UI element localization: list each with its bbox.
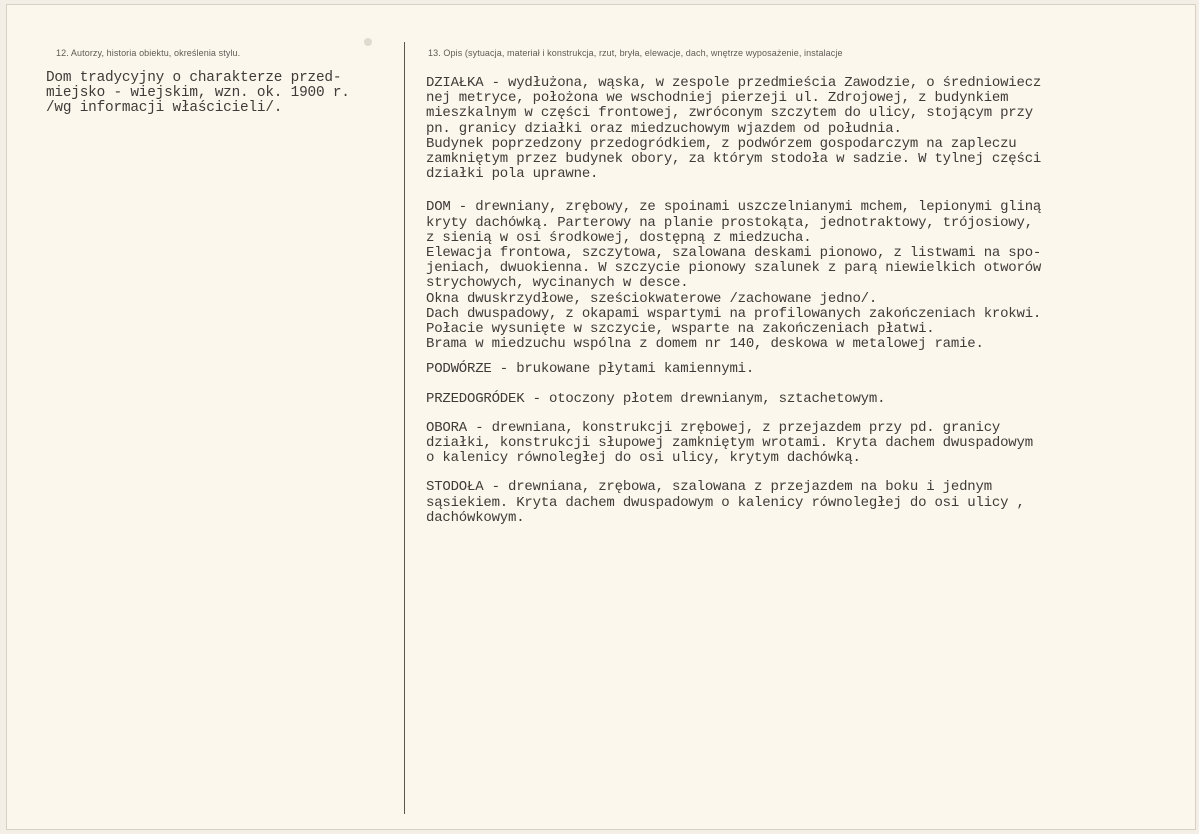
section-13-header: 13. Opis (sytuacja, materiał i konstrukcja, rzut, bryła, elewacje, dach, wnętrze wyposażenie, instalacje bbox=[428, 48, 843, 58]
punch-hole bbox=[364, 38, 372, 46]
column-divider bbox=[404, 42, 405, 814]
front-garden-description: PRZEDOGRÓDEK - otoczony płotem drewnianym, sztachetowym. bbox=[426, 390, 886, 407]
history-text: Dom tradycyjny o charakterze przed- miejsko - wiejskim, wzn. ok. 1900 r. /wg informacji właścicieli/. bbox=[46, 70, 350, 117]
barn-description: OBORA - drewniana, konstrukcji zrębowej, z przejazdem przy pd. granicy działki, konstrukcji słupowej zamkniętym wrotami. Kryta dachem dwuspadowym o kalenicy równoległej do osi ulicy, krytym dachówką. bbox=[426, 419, 1033, 467]
yard-description: PODWÓRZE - brukowane płytami kamiennymi. bbox=[426, 361, 755, 378]
house-description: DOM - drewniany, zrębowy, ze spoinami uszczelnianymi mchem, lepionymi gliną kryty dachówką. Parterowy na planie prostokąta, jednotraktowy, trójosiowy, z sienią w osi środkowej, dostępną z miedzucha. Elewacja frontowa, szczytowa, szalowana deskami pionowo, z listwami na spo- jeniach, dwuokienna. W szczycie pionowy szalunek z parą niewielkich otworów strychowych, wycinanych w desce. Okna dwuskrzydłowe, sześciokwaterowe /zachowane jedno/. Dach dwuspadowy, z okapami wspartymi na profilowanych zakończeniach krokwi. Połacie wysunięte w szczycie, wsparte na zakończeniach płatwi. Brama w miedzuchu wspólna z domem nr 140, deskowa w metalowej ramie. bbox=[426, 199, 1042, 353]
description-block bbox=[426, 76, 1190, 544]
plot-description: DZIAŁKA - wydłużona, wąska, w zespole przedmieścia Zawodzie, o średniowiecz nej metryce, położona we wschodniej pierzeji ul. Zdrojowej, z budynkiem mieszkalnym w części frontowej, zwróconym szczytem do ulicy, stojącym przy pn. granicy działki oraz miedzuchowym wjazdem od południa. Budynek poprzedzony przedogródkiem, z podwórzem gospodarczym na zapleczu zamkniętym przez budynek obory, za którym stodoła w sadzie. W tylnej części działki pola uprawne. bbox=[426, 76, 1042, 183]
section-12-header: 12. Autorzy, historia obiektu, określenia stylu. bbox=[56, 48, 241, 58]
granary-description: STODOŁA - drewniana, zrębowa, szalowana z przejazdem na boku i jednym sąsiekiem. Kryta dachem dwuspadowym o kalenicy równoległej do osi ulicy , dachówkowym. bbox=[426, 479, 1025, 526]
